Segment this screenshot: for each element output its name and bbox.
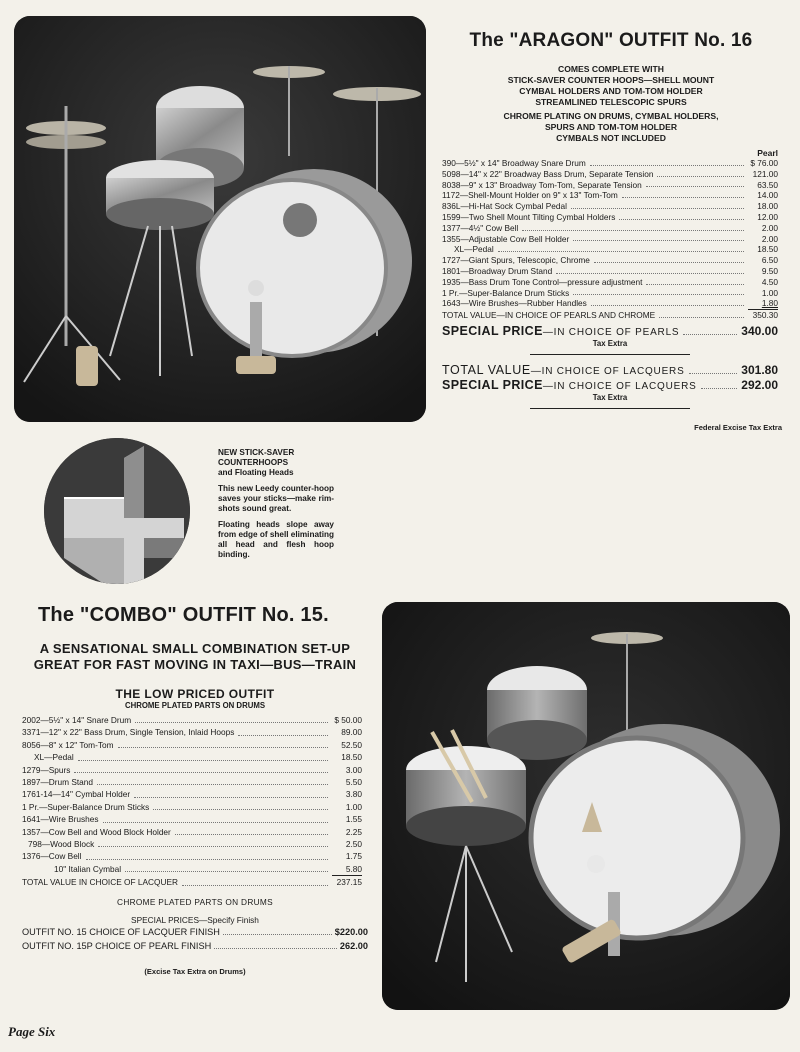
aragon-drum-set-illustration — [14, 16, 426, 422]
item-price: 5.50 — [345, 777, 362, 788]
total-value-qualifier: —IN CHOICE OF LACQUERS — [530, 365, 685, 377]
total-row — [442, 309, 778, 321]
price-column-header: Pearl — [757, 148, 778, 158]
combo-drum-set-illustration — [382, 602, 790, 1010]
special-price-label: SPECIAL PRICE — [442, 323, 543, 338]
price-row — [22, 739, 362, 751]
item-price: 2.00 — [761, 233, 778, 244]
item-price: 18.50 — [757, 244, 778, 255]
item-price: 121.00 — [752, 168, 778, 179]
tax-note: Tax Extra — [592, 338, 628, 348]
item-description: 1761-14—14" Cymbal Holder — [22, 789, 131, 800]
price-row — [442, 212, 778, 223]
item-description: 1172—Shell-Mount Holder on 9" x 13" Tom-Tom — [442, 190, 618, 201]
item-description: 8056—8" x 12" Tom-Tom — [22, 739, 114, 750]
item-description: 2002—5½" x 14" Snare Drum — [22, 715, 132, 725]
item-price: $ 76.00 — [750, 158, 778, 168]
item-description: 1801—Broadway Drum Stand — [442, 265, 553, 276]
counterhoop-description — [218, 448, 334, 560]
aragon-feature-line: STICK-SAVER COUNTER HOOPS—SHELL MOUNT — [507, 75, 715, 85]
item-description: 3371—12" x 22" Bass Drum, Single Tension, Inlaid Hoops — [22, 727, 235, 738]
combo-subtitle: A SENSATIONAL SMALL COMBINATION SET-UP — [39, 641, 351, 656]
excise-tax-note: (Excise Tax Extra on Drums) — [144, 966, 246, 976]
outfit-option-row — [22, 939, 368, 953]
item-price: 9.50 — [761, 265, 778, 276]
price-row — [442, 223, 778, 234]
price-row — [442, 277, 778, 288]
combo-price-list — [22, 714, 362, 889]
counterhoop-paragraph: This new Leedy counter-hoop saves your sticks—make rim-shots sound great. — [218, 484, 334, 513]
price-row — [442, 298, 778, 309]
price-row — [22, 751, 362, 763]
item-description: 1643—Wire Brushes—Rubber Handles — [442, 298, 587, 309]
price-row — [22, 764, 362, 776]
counterhoop-illustration — [44, 438, 190, 584]
aragon-features — [438, 64, 784, 144]
outfit-option-label: OUTFIT NO. 15 CHOICE OF LACQUER FINISH — [22, 926, 220, 937]
item-description: 390—5½" x 14" Broadway Snare Drum — [442, 158, 586, 168]
aragon-feature-line: CYMBALS NOT INCLUDED — [556, 133, 666, 143]
aragon-feature-line: CYMBAL HOLDERS AND TOM-TOM HOLDER — [519, 86, 703, 96]
price-row — [442, 266, 778, 277]
price-row — [442, 201, 778, 212]
divider — [530, 354, 690, 355]
price-row — [22, 726, 362, 738]
item-description: 798—Wood Block — [28, 839, 95, 850]
item-price: 3.00 — [345, 764, 362, 775]
item-price: 2.00 — [761, 222, 778, 233]
special-price-lacquers — [442, 378, 778, 392]
item-price: 18.00 — [757, 201, 778, 212]
item-description: 1599—Two Shell Mount Tilting Cymbal Holders — [442, 211, 616, 222]
item-price: 89.00 — [341, 727, 362, 738]
chrome-note: CHROME PLATED PARTS ON DRUMS — [124, 701, 266, 710]
aragon-title: The "ARAGON" OUTFIT No. 16 — [469, 30, 753, 51]
price-row — [442, 255, 778, 266]
aragon-feature-line: STREAMLINED TELESCOPIC SPURS — [535, 97, 687, 107]
price-row — [442, 190, 778, 201]
combo-drum-set-photo — [382, 602, 790, 1010]
total-value: 350.30 — [748, 309, 778, 321]
federal-tax-note: Federal Excise Tax Extra — [694, 422, 782, 432]
price-row — [442, 244, 778, 255]
total-value-amount: 301.80 — [741, 362, 778, 377]
total-label: TOTAL VALUE—IN CHOICE OF PEARLS AND CHROME — [442, 310, 656, 321]
aragon-drum-set-photo — [14, 16, 426, 422]
counterhoop-closeup-photo — [44, 438, 190, 584]
item-description: 1 Pr.—Super-Balance Drum Sticks — [22, 801, 150, 812]
total-label: TOTAL VALUE IN CHOICE OF LACQUER — [22, 877, 178, 888]
aragon-feature-line: SPURS AND TOM-TOM HOLDER — [544, 122, 678, 132]
price-row — [22, 826, 362, 838]
price-row — [22, 776, 362, 788]
item-description: 1641—Wire Brushes — [22, 814, 99, 825]
price-row — [22, 714, 362, 726]
price-row — [442, 234, 778, 245]
floating-heads-paragraph: Floating heads slope away from edge of shell eliminating all head and flesh hoop binding. — [218, 520, 335, 559]
price-row — [22, 813, 362, 825]
price-row — [22, 788, 362, 800]
page-number: Page Six — [8, 1024, 56, 1039]
aragon-price-list — [442, 158, 778, 409]
item-price: 5.80 — [345, 863, 362, 874]
outfit-option-label: OUTFIT NO. 15P CHOICE OF PEARL FINISH — [22, 940, 212, 951]
item-description: 1897—Drum Stand — [22, 777, 94, 788]
chrome-note: CHROME PLATED PARTS ON DRUMS — [117, 896, 273, 907]
item-price: 6.50 — [761, 255, 778, 266]
item-price: 3.80 — [345, 789, 362, 800]
item-price: 1.00 — [761, 287, 778, 298]
counterhoop-heading: COUNTERHOOPS — [218, 458, 289, 467]
item-description: 8038—9" x 13" Broadway Tom-Tom, Separate Tension — [442, 179, 642, 190]
item-description: 836L—Hi-Hat Sock Cymbal Pedal — [442, 201, 567, 212]
price-row — [442, 158, 778, 169]
total-value-lacquers — [442, 363, 778, 377]
special-prices-heading: SPECIAL PRICES—Specify Finish — [131, 914, 259, 925]
outfit-option-row — [22, 925, 368, 939]
price-row — [442, 180, 778, 191]
counterhoop-heading: NEW STICK-SAVER — [218, 448, 295, 457]
item-price: 1.80 — [761, 298, 778, 309]
item-price: $ 50.00 — [334, 715, 362, 725]
price-row — [22, 838, 362, 850]
item-price: 12.00 — [757, 211, 778, 222]
divider — [530, 408, 690, 409]
price-row — [22, 801, 362, 813]
item-price: 1.75 — [345, 851, 362, 862]
item-price: 14.00 — [757, 190, 778, 201]
outfit-option-price: 262.00 — [339, 940, 368, 951]
special-price-qualifier: —IN CHOICE OF LACQUERS — [542, 380, 697, 392]
item-description: 10" Italian Cymbal — [54, 863, 122, 874]
item-description: 1279—Spurs — [22, 764, 71, 775]
item-description: 1935—Bass Drum Tone Control—pressure adjustment — [442, 276, 643, 287]
total-value-label: TOTAL VALUE — [442, 362, 531, 377]
counterhoop-subheading: and Floating Heads — [218, 468, 294, 477]
item-price: 52.50 — [341, 739, 362, 750]
item-description: XL—Pedal — [454, 244, 494, 255]
item-price: 63.50 — [757, 179, 778, 190]
special-price-value: 340.00 — [741, 323, 778, 338]
item-price: 1.00 — [345, 801, 362, 812]
item-price: 2.25 — [345, 826, 362, 837]
item-price: 1.55 — [345, 814, 362, 825]
item-description: 1377—4½" Cow Bell — [442, 222, 519, 233]
low-priced-heading: THE LOW PRICED OUTFIT — [115, 687, 275, 701]
combo-subtitle: GREAT FOR FAST MOVING IN TAXI—BUS—TRAIN — [33, 657, 357, 672]
tax-note: Tax Extra — [592, 392, 628, 402]
special-price-qualifier: —IN CHOICE OF PEARLS — [542, 326, 680, 338]
aragon-feature-line: COMES COMPLETE WITH — [558, 64, 664, 74]
combo-outfit-section — [22, 604, 368, 976]
total-value: 237.15 — [332, 875, 362, 888]
item-description: 1 Pr.—Super-Balance Drum Sticks — [442, 287, 570, 298]
item-price: 4.50 — [761, 276, 778, 287]
price-row — [442, 288, 778, 299]
aragon-outfit-section — [438, 30, 784, 432]
special-price-pearls — [442, 324, 778, 338]
combo-title: The "COMBO" OUTFIT No. 15. — [38, 604, 329, 626]
price-row — [22, 863, 362, 875]
item-description: 1727—Giant Spurs, Telescopic, Chrome — [442, 255, 590, 266]
item-description: 5098—14" x 22" Broadway Bass Drum, Separate Tension — [442, 168, 654, 179]
outfit-option-price: $220.00 — [334, 926, 368, 937]
item-description: XL—Pedal — [34, 752, 74, 763]
price-row — [442, 169, 778, 180]
aragon-feature-line: CHROME PLATING ON DRUMS, CYMBAL HOLDERS, — [503, 111, 719, 121]
item-description: 1355—Adjustable Cow Bell Holder — [442, 233, 570, 244]
total-row — [22, 875, 362, 888]
item-price: 2.50 — [345, 839, 362, 850]
price-row — [22, 850, 362, 862]
special-price-value: 292.00 — [741, 377, 778, 392]
special-price-label: SPECIAL PRICE — [442, 377, 543, 392]
item-price: 18.50 — [341, 752, 362, 763]
item-description: 1357—Cow Bell and Wood Block Holder — [22, 826, 171, 837]
item-description: 1376—Cow Bell — [22, 851, 82, 862]
